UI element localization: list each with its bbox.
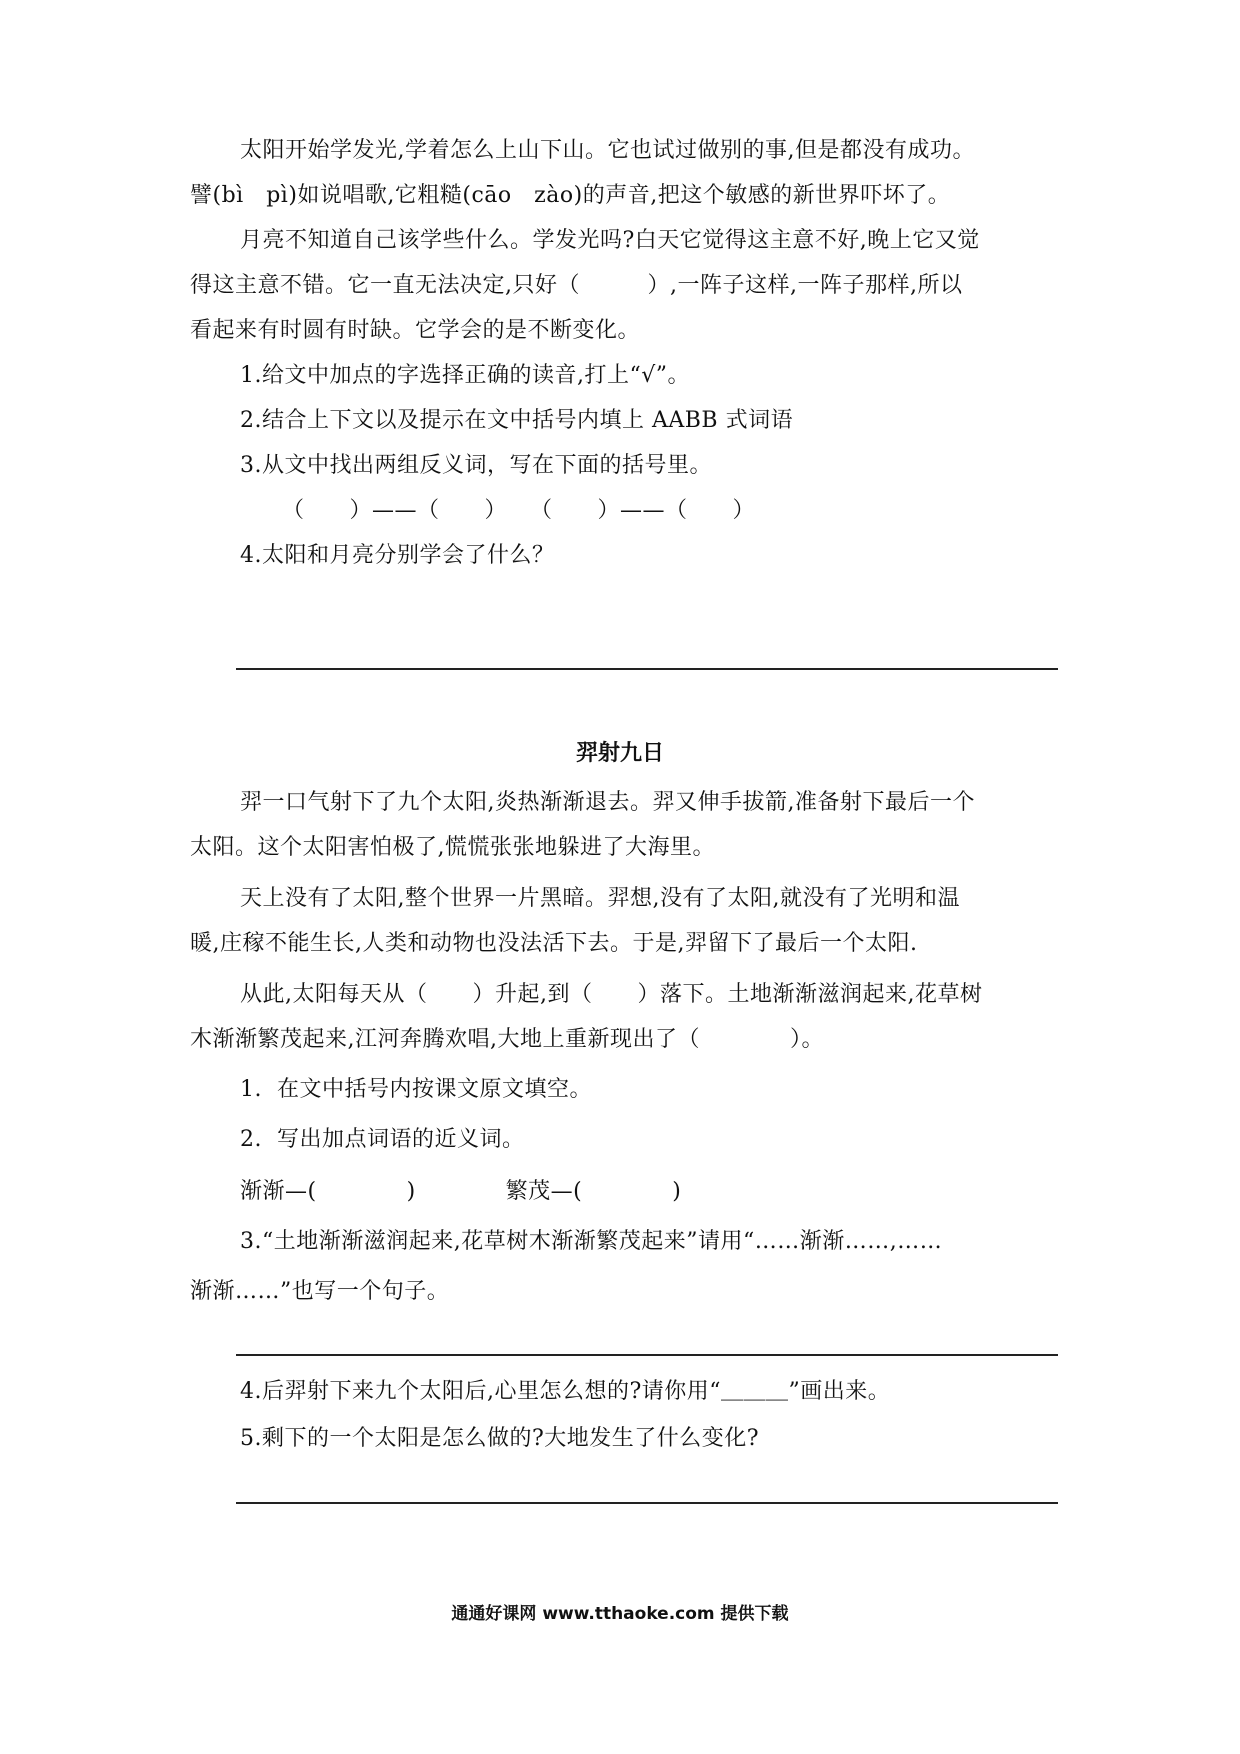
question-1: 1.给文中加点的字选择正确的读音,打上“√”。 <box>240 363 690 388</box>
synonym-blanks[interactable]: 渐渐—( ) 繁茂—( ) <box>240 1179 682 1204</box>
passage-line: 羿一口气射下了九个太阳,炎热渐渐退去。羿又伸手拔箭,准备射下最后一个 <box>240 790 975 815</box>
question-3: 3.“土地渐渐滋润起来,花草树木渐渐繁茂起来”请用“……渐渐……,…… <box>240 1229 943 1254</box>
passage-line: 从此,太阳每天从（ ）升起,到（ ）落下。土地渐渐滋润起来,花草树 <box>240 982 983 1007</box>
question-3-continued: 渐渐……”也写一个句子。 <box>190 1279 450 1304</box>
answer-line[interactable] <box>236 668 1058 670</box>
answer-line[interactable] <box>236 1354 1058 1356</box>
passage-line: 譬(bì pì)如说唱歌,它粗糙(cāo zào)的声音,把这个敏感的新世界吓坏了。 <box>190 183 951 208</box>
passage-line: 太阳。这个太阳害怕极了,慌慌张张地躲进了大海里。 <box>190 835 715 860</box>
question-4: 4.太阳和月亮分别学会了什么？ <box>240 543 555 568</box>
question-4: 4.后羿射下来九个太阳后,心里怎么想的?请你用“＿＿＿”画出来。 <box>240 1379 891 1404</box>
question-3: 3.从文中找出两组反义词，写在下面的括号里。 <box>240 453 712 478</box>
passage-line: 天上没有了太阳,整个世界一片黑暗。羿想,没有了太阳,就没有了光明和温 <box>240 886 960 911</box>
section-title: 羿射九日 <box>575 740 664 766</box>
passage-line: 看起来有时圆有时缺。它学会的是不断变化。 <box>190 318 641 343</box>
question-1: 1. 在文中括号内按课文原文填空。 <box>240 1077 592 1102</box>
passage-line: 木渐渐繁茂起来,江河奔腾欢唱,大地上重新现出了（ ）。 <box>190 1027 824 1052</box>
passage-line: 得这主意不错。它一直无法决定,只好（ ）,一阵子这样,一阵子那样,所以 <box>190 273 963 298</box>
question-2: 2.结合上下文以及提示在文中括号内填上 AABB 式词语 <box>240 408 794 433</box>
passage-line: 暖,庄稼不能生长,人类和动物也没法活下去。于是,羿留下了最后一个太阳. <box>190 931 918 956</box>
passage-line: 月亮不知道自己该学些什么。学发光吗?白天它觉得这主意不好,晚上它又觉 <box>240 228 980 253</box>
answer-line[interactable] <box>236 1502 1058 1504</box>
question-5: 5.剩下的一个太阳是怎么做的?大地发生了什么变化? <box>240 1426 760 1451</box>
question-2: 2. 写出加点词语的近义词。 <box>240 1127 525 1152</box>
antonym-blanks[interactable]: （ ）——（ ） （ ）——（ ） <box>282 498 756 523</box>
footer-credit: 通通好课网 www.tthaoke.com 提供下载 <box>451 1604 789 1624</box>
passage-line: 太阳开始学发光,学着怎么上山下山。它也试过做别的事,但是都没有成功。 <box>240 138 975 163</box>
